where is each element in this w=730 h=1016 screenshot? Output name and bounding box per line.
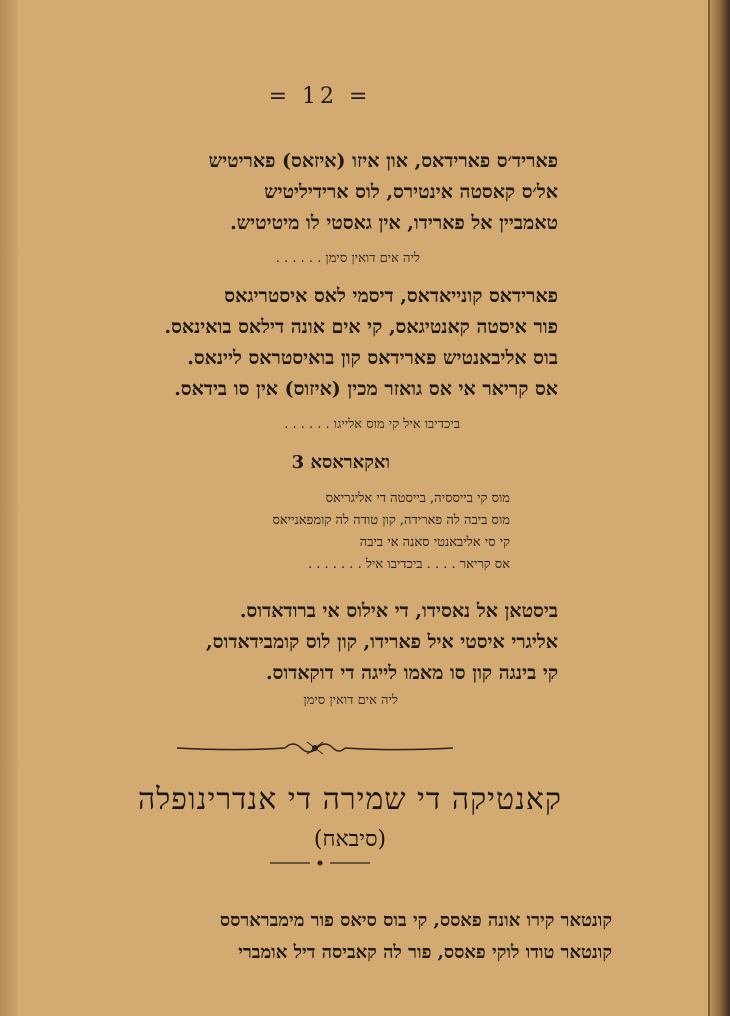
stanza-line: קונטאר טודו לוקי פאסס, פור לה קאביסה דיל אומברי [238,942,612,963]
verse-line: אס קריאר . . . . ביכדיבו איל . . . . . . . [307,557,510,572]
stanza-line: טאמביין אל פארידו, אין גאסטי לו מיטיטיש. [230,212,558,234]
stanza-line: פארידאס קונייאדאס, דיסמי לאס איסטריגאס [224,285,558,307]
stanza-line: פאריד׳ס פארידאס, און איזו (איזאס) פאריטיש [208,150,558,172]
stanza-line: בוס אליבאנטיש פארידאס קון בואיסטראס ליינאס. [187,347,558,369]
song-subtitle: (סיבאח) [313,827,387,852]
verse-line: מוס ביבה לה פארידה, קון טודה לה קומפאנייאס [272,513,510,528]
stanza-4 [206,596,558,689]
stanza-line: ביסטאן אל נאסידו, די אילוס אי ברודאדוס. [239,600,558,622]
page-right-edge [708,0,730,1016]
page-left-edge [0,0,18,1016]
song-title: קאנטיקה די שמירה די אנדרינופלה [138,782,562,817]
stanza-line: פור איסטה קאנטיגאס, קי אים אונה דילאס בואינאס. [164,316,558,338]
small-divider-icon [270,858,370,868]
refrain: ליה אים דואין סימן [303,693,398,708]
stanza-1 [209,146,558,239]
verse-3-heading: ואקאראסא 3 [291,452,390,473]
verse-line: מוס קי בייססיה, בייסטה די אליגריאס [325,491,510,506]
binding-line [708,0,710,1016]
stanza-line: אל׳ס קאסטה אינטירס, לוס ארידיליטיש [264,181,558,203]
refrain: ביכדיבו איל קי מוס אלייגו . . . . . . [284,417,460,432]
verse-line: קי סי אליבאנטי סאנה אי ביבה [359,535,510,550]
page-number: = 12 = [268,84,372,109]
refrain: ליה אים דואין סימן . . . . . . [275,251,420,266]
stanza-line: אס קריאר אי אס גואזר מכין (איזוס) אין סו בידאס. [174,378,558,400]
final-stanza [220,905,612,969]
verse-3 [272,488,510,576]
ornamental-divider-icon [175,738,455,758]
stanza-line: קונטאר קירו אונה פאסס, קי בוס סיאס פור מימברארסס [219,910,612,931]
stanza-line: קי בינגה קון סו מאמו לייגה די דוקאדוס. [265,662,558,684]
stanza-2 [165,281,559,405]
stanza-line: אליגרי איסטי איל פארידו, קון לוס קומבידאדוס, [206,631,558,653]
